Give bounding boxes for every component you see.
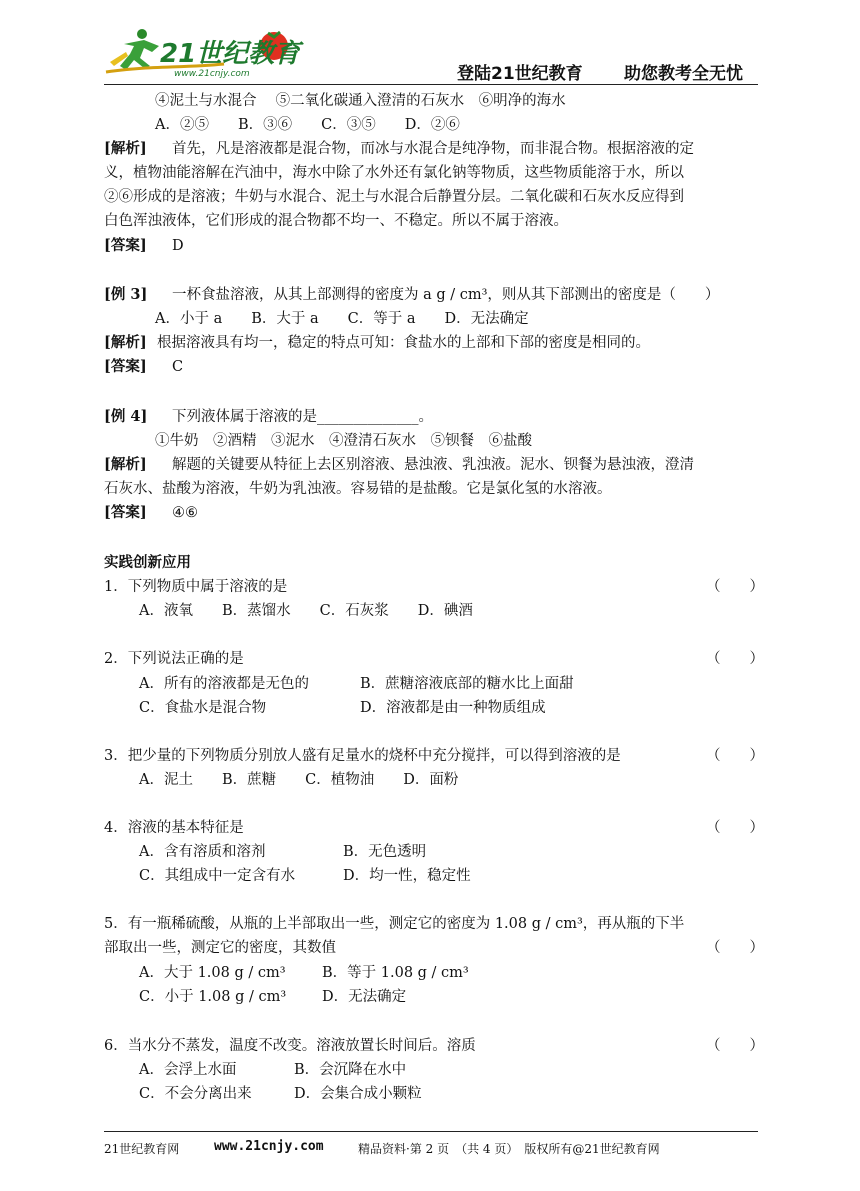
site-logo[interactable] <box>104 22 304 84</box>
ex4-label: [例 4] <box>104 408 148 425</box>
q5-choice-b: B．等于 1.08 g / cm³ <box>322 965 469 981</box>
q6-stem: 6．当水分不蒸发，温度不改变。溶液放置长时间后。溶质 <box>104 1038 476 1054</box>
ex3-analysis-label: [解析] <box>104 334 147 351</box>
q5-stem-cont: 部取出一些，测定它的密度，其数值 <box>104 940 336 956</box>
q5-answer-blank: （ ） <box>706 940 764 956</box>
ex4-analysis-line: 解题的关键要从特征上去区别溶液、悬浊液、乳浊液。泥水、钡餐为悬浊液，澄清 <box>172 457 694 473</box>
ex2-answer: D <box>172 238 184 254</box>
q2-choice-a: A．所有的溶液都是无色的 <box>139 676 309 692</box>
ex3-answer-label: [答案] <box>104 358 147 375</box>
q2-answer-blank: （ ） <box>706 651 764 667</box>
header-slogan-left: 登陆21世纪教育 <box>457 64 583 84</box>
q1-choices: A．液氧 B．蒸馏水 C．石灰浆 D．碘酒 <box>139 603 473 619</box>
ex4-analysis-line: 石灰水、盐酸为溶液，牛奶为乳浊液。容易错的是盐酸。它是氯化氢的水溶液。 <box>104 481 612 497</box>
footer-url-link[interactable]: www.21cnjy.com <box>214 1139 324 1154</box>
footer-rule <box>104 1131 758 1132</box>
q2-choice-c: C．食盐水是混合物 <box>139 700 267 716</box>
ex3-analysis: 根据溶液具有均一，稳定的特点可知：食盐水的上部和下部的密度是相同的。 <box>157 335 650 351</box>
q2-choice-d: D．溶液都是由一种物质组成 <box>360 700 546 716</box>
q2-stem: 2．下列说法正确的是 <box>104 651 244 667</box>
header-slogan-right: 助您教考全无忧 <box>624 64 743 84</box>
q6-choice-b: B．会沉降在水中 <box>294 1062 407 1078</box>
logo-url: www.21cnjy.com <box>174 69 250 79</box>
ex3-choices: A．小于 a B．大于 a C．等于 a D．无法确定 <box>155 311 529 327</box>
header-rule <box>104 84 758 85</box>
ex4-options: ①牛奶 ②酒精 ③泥水 ④澄清石灰水 ⑤钡餐 ⑥盐酸 <box>155 433 532 449</box>
q2-choice-b: B．蔗糖溶液底部的糖水比上面甜 <box>360 676 574 692</box>
q5-stem: 5．有一瓶稀硫酸，从瓶的上半部取出一些，测定它的密度为 1.08 g / cm³，再从瓶的下半 <box>104 916 685 932</box>
q6-answer-blank: （ ） <box>706 1038 764 1054</box>
q3-stem: 3．把少量的下列物质分别放人盛有足量水的烧杯中充分搅拌，可以得到溶液的是 <box>104 748 621 764</box>
ex2-answer-label: [答案] <box>104 237 147 254</box>
q5-choice-c: C．小于 1.08 g / cm³ <box>139 989 287 1005</box>
ex3-answer: C <box>172 359 184 375</box>
footer-info: 精品资料·第 2 页 （共 4 页） 版权所有@21世纪教育网 <box>358 1142 660 1156</box>
ex2-options-line: ④泥土与水混合 ⑤二氧化碳通入澄清的石灰水 ⑥明净的海水 <box>155 93 566 109</box>
q6-choice-a: A．会浮上水面 <box>139 1062 237 1078</box>
ex4-question: 下列液体属于溶液的是______________。 <box>172 409 433 425</box>
logo-text: 21世纪教育 <box>160 39 301 69</box>
ex2-choices: A．②⑤ B．③⑥ C．③⑤ D．②⑥ <box>155 117 460 133</box>
ex4-answer: ④⑥ <box>172 505 198 521</box>
ex2-analysis-label: [解析] <box>104 140 147 157</box>
logo-graphic <box>104 22 304 84</box>
q1-stem: 1．下列物质中属于溶液的是 <box>104 579 288 595</box>
ex3-question: 一杯食盐溶液，从其上部测得的密度为 a g / cm³，则从其下部测出的密度是（ ） <box>172 287 720 303</box>
practice-title: 实践创新应用 <box>104 554 191 571</box>
ex2-analysis-line: 首先，凡是溶液都是混合物，而冰与水混合是纯净物，而非混合物。根据溶液的定 <box>172 141 694 157</box>
footer-site: 21世纪教育网 <box>104 1142 180 1156</box>
q4-stem: 4．溶液的基本特征是 <box>104 820 244 836</box>
q5-choice-a: A．大于 1.08 g / cm³ <box>139 965 286 981</box>
q3-choices: A．泥土 B．蔗糖 C．植物油 D．面粉 <box>139 772 459 788</box>
q4-choice-c: C．其组成中一定含有水 <box>139 868 296 884</box>
q3-answer-blank: （ ） <box>706 748 764 764</box>
ex2-analysis-line: ②⑥形成的是溶液；牛奶与水混合、泥土与水混合后静置分层。二氧化碳和石灰水反应得到 <box>104 189 684 205</box>
q4-choice-b: B．无色透明 <box>343 844 427 860</box>
ex2-analysis-line: 白色浑浊液体，它们形成的混合物都不均一、不稳定。所以不属于溶液。 <box>104 213 568 229</box>
ex4-analysis-label: [解析] <box>104 456 147 473</box>
q6-choice-d: D．会集合成小颗粒 <box>294 1086 422 1102</box>
ex3-label: [例 3] <box>104 286 148 303</box>
ex2-analysis-line: 义，植物油能溶解在汽油中，海水中除了水外还有氯化钠等物质，这些物质能溶于水，所以 <box>104 165 684 181</box>
q4-answer-blank: （ ） <box>706 820 764 836</box>
q5-choice-d: D．无法确定 <box>322 989 407 1005</box>
ex4-answer-label: [答案] <box>104 504 147 521</box>
q4-choice-a: A．含有溶质和溶剂 <box>139 844 266 860</box>
q4-choice-d: D．均一性，稳定性 <box>343 868 471 884</box>
q6-choice-c: C．不会分离出来 <box>139 1086 252 1102</box>
q1-answer-blank: （ ） <box>706 579 764 595</box>
